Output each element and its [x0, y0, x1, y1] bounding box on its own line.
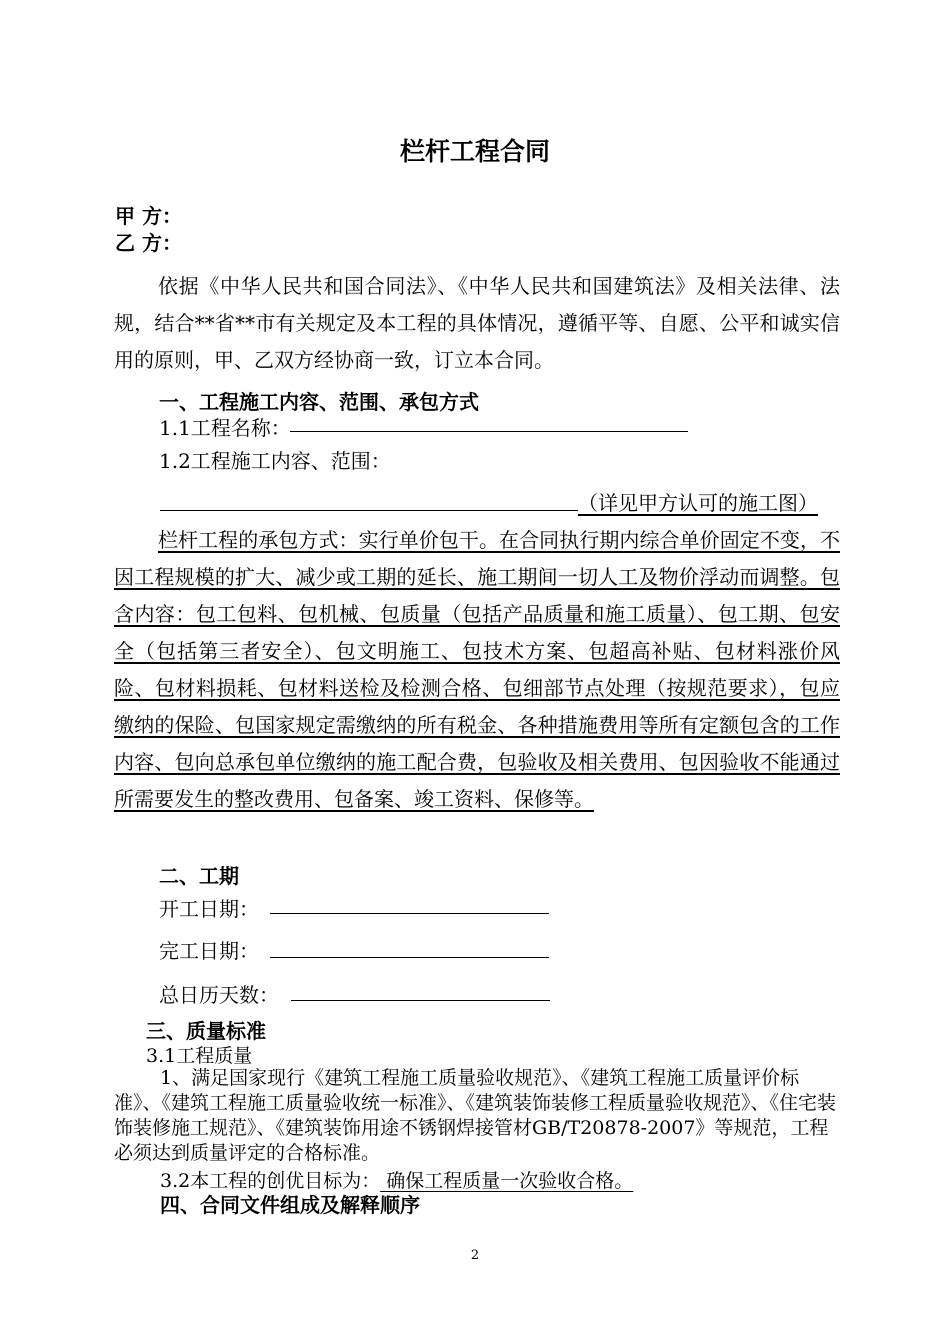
contract-method-text: 栏杆工程的承包方式：实行单价包干。在合同执行期内综合单价固定不变，不因工程规模的扩大、减少或工期的延长、施工期间一切人工及物价浮动而调整。包含内容：包工包料、包机械、包质量（包括产品质量和施工质量）、包工期、包安全（包括第三者安全）、包文明施工、包技术方案、包超高补贴、包材料涨价风险、包材料损耗、包材料送检及检测合格、包细部节点处理（按规范要求），包应缴纳的保险、包国家规定需缴纳的所有税金、各种措施费用等所有定额包含的工作内容、包向总承包单位缴纳的施工配合费，包验收及相关费用、包因验收不能通过所需要发生的整改费用、包备案、竣工资料、保修等。: [114, 528, 840, 811]
contract-method-paragraph: [114, 522, 840, 818]
scope-note: （详见甲方认可的施工图）: [578, 491, 818, 515]
section4-heading: 四、合同文件组成及解释顺序: [160, 1193, 420, 1217]
quality-standard-paragraph: 1、满足国家现行《建筑工程施工质量验收规范》、《建筑工程施工质量评价标准》、《建筑工程施工质量验收统一标准》、《建筑装饰装修工程质量验收规范》、《住宅装饰装修施工规范》、《建筑装饰用途不锈钢焊接管材GB/T20878-2007》等规范，工程必须达到质量评定的合格标准。: [114, 1067, 837, 1164]
end-date-blank: [270, 957, 549, 958]
quality-goal-value: 确保工程质量一次验收合格。: [380, 1170, 634, 1192]
total-days-blank: [291, 1000, 550, 1001]
page-number: 2: [470, 1248, 480, 1263]
scope-label: 1.2工程施工内容、范围：: [159, 449, 391, 473]
scope-blank: [160, 510, 578, 511]
contract-title: 栏杆工程合同: [399, 137, 550, 166]
intro-paragraph: 依据《中华人民共和国合同法》、《中华人民共和国建筑法》及相关法律、法规，结合**省**市有关规定及本工程的具体情况，遵循平等、自愿、公平和诚实信用的原则，甲、乙双方经协商一致，订立本合同。: [114, 274, 840, 372]
start-date-blank: [270, 913, 549, 914]
start-date-label: 开工日期：: [159, 897, 259, 921]
party-b-label: 乙 方：: [115, 231, 182, 255]
party-a-label: 甲 方：: [115, 204, 182, 228]
project-name-label: 1.1工程名称：: [159, 416, 291, 440]
end-date-label: 完工日期：: [159, 939, 259, 963]
quality-goal-label: 3.2本工程的创优目标为：: [160, 1170, 381, 1192]
quality-subheading: 3.1工程质量: [146, 1045, 253, 1067]
section3-heading: 三、质量标准: [146, 1019, 266, 1043]
project-name-blank: [290, 431, 688, 432]
section2-heading: 二、工期: [159, 864, 239, 888]
section1-heading: 一、工程施工内容、范围、承包方式: [159, 390, 479, 414]
total-days-label: 总日历天数：: [159, 983, 279, 1007]
